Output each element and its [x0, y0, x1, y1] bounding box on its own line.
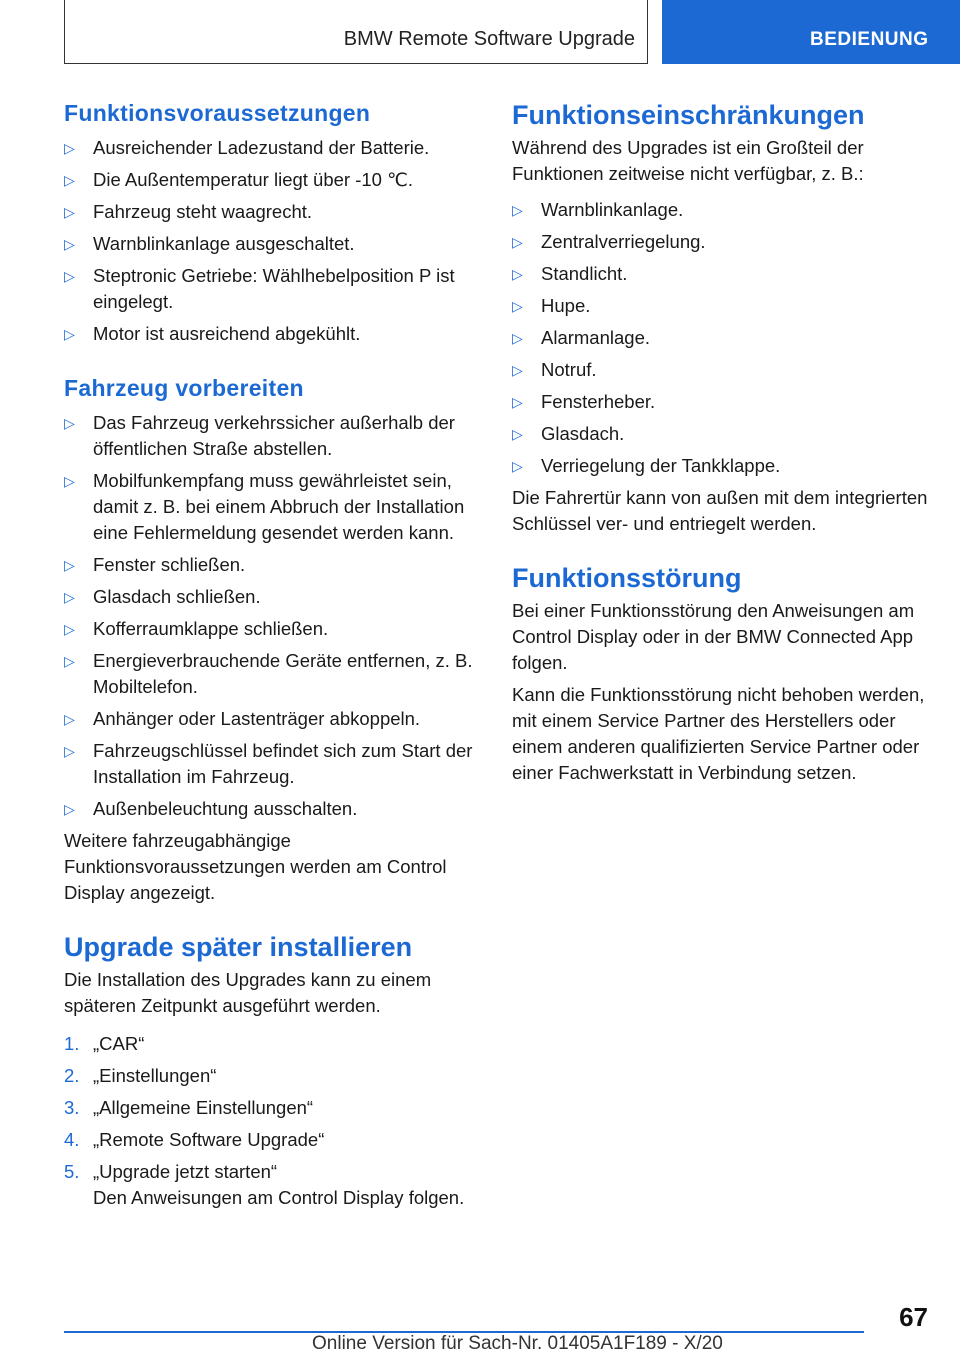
- triangle-bullet-icon: ▷: [64, 653, 75, 669]
- steps-upgrade-spaeter: [64, 1031, 479, 1185]
- triangle-bullet-icon: ▷: [64, 801, 75, 817]
- header-title-box: [64, 0, 648, 64]
- triangle-bullet-icon: ▷: [64, 621, 75, 637]
- list-item: ▷ Glasdach schließen.: [64, 584, 479, 610]
- list-item: ▷ Warnblinkanlage.: [512, 197, 928, 223]
- list-item: ▷ Das Fahrzeug verkehrssicher außerhalb der öffentlichen Straße abstellen.: [64, 412, 455, 459]
- heading-fahrzeug-vorbereiten: Fahrzeug vorbereiten: [64, 375, 304, 401]
- right-column: [512, 100, 928, 792]
- funktionsstoerung-paragraph-2: Kann die Funktionsstörung nicht behoben werden, mit einem Service Partner des Herstellers oder einem anderen qualifizierten Service Partner oder einer Fachwerkstatt in Verbindung setzen.: [512, 684, 925, 783]
- list-item: ▷ Fensterheber.: [512, 389, 928, 415]
- triangle-bullet-icon: ▷: [64, 326, 75, 342]
- triangle-bullet-icon: ▷: [64, 415, 75, 431]
- triangle-bullet-icon: ▷: [512, 266, 523, 282]
- triangle-bullet-icon: ▷: [512, 394, 523, 410]
- funktionsstoerung-paragraph-1: Bei einer Funktionsstörung den Anweisungen am Control Display oder in der BMW Connected App folgen.: [512, 600, 915, 673]
- list-item: ▷ Fenster schließen.: [64, 552, 479, 578]
- triangle-bullet-icon: ▷: [512, 330, 523, 346]
- step-item: 2. „Einstellungen“: [64, 1065, 217, 1086]
- list-item: ▷ Steptronic Getriebe: Wählhebelposition P ist eingelegt.: [64, 265, 455, 312]
- list-item: ▷ Kofferraumklappe schließen.: [64, 616, 479, 642]
- triangle-bullet-icon: ▷: [512, 458, 523, 474]
- triangle-bullet-icon: ▷: [64, 711, 75, 727]
- list-item: ▷ Warnblinkanlage ausgeschaltet.: [64, 231, 479, 257]
- list-fahrzeug-vorbereiten: [64, 410, 479, 822]
- list-item: ▷ Notruf.: [512, 357, 928, 383]
- footer-version-text: Online Version für Sach-Nr. 01405A1F189 - X/20: [312, 1333, 723, 1354]
- page-number: 67: [899, 1302, 928, 1332]
- list-item: ▷ Energieverbrauchende Geräte entfernen, z. B. Mobiltelefon.: [64, 650, 473, 697]
- heading-upgrade-spaeter: Upgrade später installieren: [64, 932, 413, 962]
- upgrade-spaeter-intro: Die Installation des Upgrades kann zu einem späteren Zeitpunkt ausgeführt werden.: [64, 969, 432, 1016]
- triangle-bullet-icon: ▷: [64, 743, 75, 759]
- triangle-bullet-icon: ▷: [512, 426, 523, 442]
- list-item: ▷ Anhänger oder Lastenträger abkoppeln.: [64, 706, 479, 732]
- heading-funktionseinschraenkungen: Funktionseinschränkungen: [512, 100, 865, 130]
- triangle-bullet-icon: ▷: [64, 204, 75, 220]
- triangle-bullet-icon: ▷: [64, 140, 75, 156]
- triangle-bullet-icon: ▷: [64, 268, 75, 284]
- list-item: ▷ Fahrzeugschlüssel befindet sich zum Start der Installation im Fahrzeug.: [64, 740, 473, 787]
- triangle-bullet-icon: ▷: [512, 202, 523, 218]
- funktionseinschraenkungen-intro: Während des Upgrades ist ein Großteil der Funktionen zeitweise nicht verfügbar, z. B.:: [512, 137, 864, 184]
- note-weitere-voraussetzungen: Weitere fahrzeugabhängige Funktionsvoraussetzungen werden am Control Display angezeigt.: [64, 830, 447, 903]
- triangle-bullet-icon: ▷: [512, 234, 523, 250]
- header-section-label: BEDIENUNG: [810, 29, 929, 50]
- list-item: ▷ Glasdach.: [512, 421, 928, 447]
- step-final-instruction: Den Anweisungen am Control Display folgen.: [93, 1187, 465, 1208]
- triangle-bullet-icon: ▷: [512, 298, 523, 314]
- left-column: [64, 100, 479, 1217]
- step-item: 4. „Remote Software Upgrade“: [64, 1129, 325, 1150]
- list-funktionsvoraussetzungen: [64, 135, 479, 347]
- list-item: ▷ Ausreichender Ladezustand der Batterie.: [64, 135, 479, 161]
- triangle-bullet-icon: ▷: [64, 236, 75, 252]
- step-item: 5. „Upgrade jetzt starten“: [64, 1161, 278, 1182]
- triangle-bullet-icon: ▷: [64, 473, 75, 489]
- list-item: ▷ Standlicht.: [512, 261, 928, 287]
- list-item: ▷ Verriegelung der Tankklappe.: [512, 453, 928, 479]
- step-item: 3. „Allgemeine Einstellungen“: [64, 1097, 314, 1118]
- triangle-bullet-icon: ▷: [64, 589, 75, 605]
- header-section-tab: [662, 0, 960, 64]
- list-item: ▷ Zentralverriegelung.: [512, 229, 928, 255]
- triangle-bullet-icon: ▷: [64, 172, 75, 188]
- step-item: 1. „CAR“: [64, 1033, 145, 1054]
- triangle-bullet-icon: ▷: [64, 557, 75, 573]
- heading-funktionsvoraussetzungen: Funktionsvoraussetzungen: [64, 100, 371, 126]
- triangle-bullet-icon: ▷: [512, 362, 523, 378]
- note-fahrertuer: Die Fahrertür kann von außen mit dem integrierten Schlüssel ver- und entriegelt werden.: [512, 487, 928, 534]
- header-title: BMW Remote Software Upgrade: [343, 28, 635, 50]
- list-item: ▷ Motor ist ausreichend abgekühlt.: [64, 321, 479, 347]
- heading-funktionsstoerung: Funktionsstörung: [512, 563, 742, 593]
- list-item: ▷ Alarmanlage.: [512, 325, 928, 351]
- list-item: ▷ Fahrzeug steht waagrecht.: [64, 199, 479, 225]
- list-funktionseinschraenkungen: [512, 197, 928, 479]
- list-item: ▷ Hupe.: [512, 293, 928, 319]
- list-item: ▷ Die Außentemperatur liegt über -10 ℃.: [64, 167, 479, 193]
- list-item: ▷ Mobilfunkempfang muss gewährleistet sein, damit z. B. bei einem Abbruch der Installation eine Fehlermeldung gesendet werden kann.: [64, 470, 465, 543]
- list-item: ▷ Außenbeleuchtung ausschalten.: [64, 796, 479, 822]
